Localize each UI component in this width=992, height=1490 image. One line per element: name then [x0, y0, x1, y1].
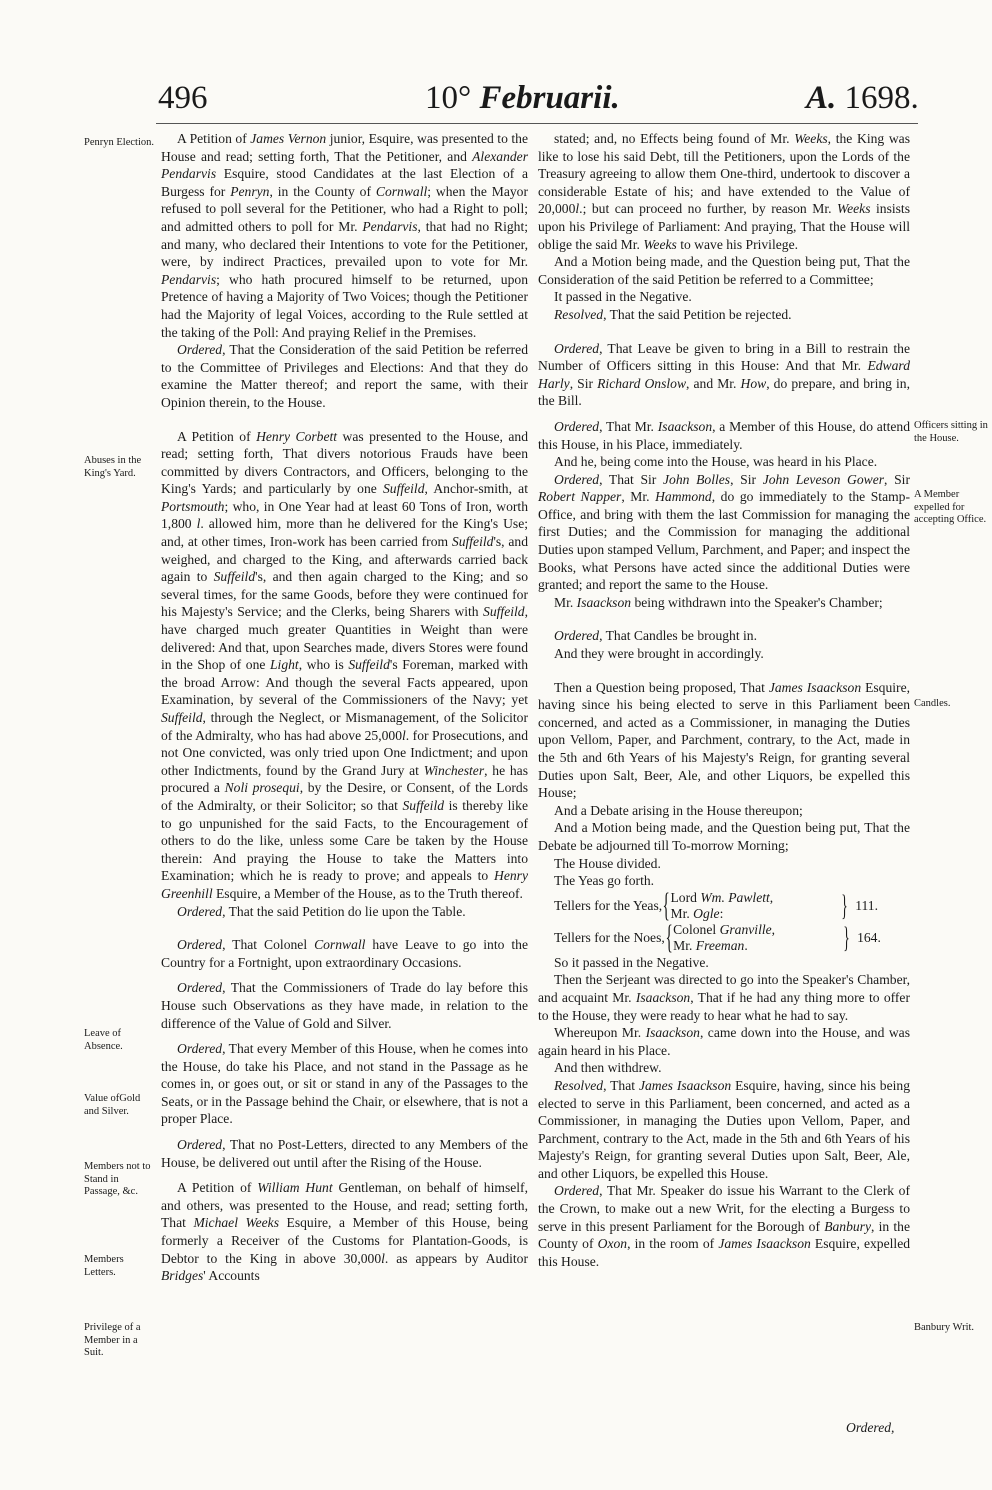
page-date: 10° Februarii.: [425, 80, 620, 116]
yeas-count: 111.: [855, 897, 878, 913]
paragraph: The Yeas go forth.: [554, 873, 655, 889]
page-number: 496: [158, 80, 208, 116]
paragraph: Ordered, That the said Petition do lie upon the Table.: [177, 903, 466, 919]
paragraph: And a Debate arising in the House thereupon;: [554, 802, 803, 818]
paragraph: It passed in the Negative.: [554, 289, 692, 305]
margin-note: Privilege of a Member in a Suit.: [84, 1322, 141, 1358]
paragraph: Ordered, That the Commissioners of Trade do lay before this House such Observations as they have made, in relation to the difference of the Value of Gold and Silver.: [161, 980, 528, 1031]
margin-note: Value ofGold and Silver.: [84, 1093, 141, 1117]
paragraph: So it passed in the Negative.: [554, 954, 709, 970]
catchword: Ordered,: [846, 1420, 895, 1435]
paragraph: Ordered, That the Consideration of the said Petition be referred to the Committee of Privileges and Elections: And that they do examine the Matter thereof; and report the same, with their Opinion therein, to the House.: [161, 342, 528, 410]
margin-note: Penryn Election.: [84, 137, 154, 148]
paragraph: Ordered, That Colonel Cornwall have Leave to go into the Country for a Fortnight, upon extraordinary Occasions.: [161, 937, 528, 970]
paragraph: And a Motion being made, and the Question being put, That the Debate be adjourned till To-morrow Morning;: [538, 820, 910, 853]
paragraph: Ordered, That every Member of this House, when he comes into the House, do take his Place, and not stand in the Passage as he comes in, or goes out, or sit or stand in any of the Passages to the Seats, or in the Passage behind the Chair, or elsewhere, that is not a proper Place.: [161, 1041, 528, 1127]
margin-note: Candles.: [914, 698, 951, 709]
margin-note: Leave of Absence.: [84, 1028, 123, 1052]
paragraph: Whereupon Mr. Isaackson, came down into the House, and was again heard in his Place.: [538, 1025, 910, 1058]
paragraph: A Petition of William Hunt Gentleman, on behalf of himself, and others, was presented to the House, and read; setting forth, That Michael Weeks Esquire, a Member of this House, being formerly a Receiver of the Customs for Plantation-Goods, is Debtor to the King in above 30,000l. as appears by Auditor Bridges' Accounts: [161, 1180, 529, 1284]
margin-note: Members not to Stand in Passage, &c.: [84, 1161, 151, 1197]
paragraph: And then withdrew.: [554, 1060, 662, 1076]
paragraph: Mr. Isaackson being withdrawn into the Speaker's Chamber;: [554, 594, 883, 610]
paragraph: Ordered, That Mr. Speaker do issue his Warrant to the Clerk of the Crown, to make out a new Writ, for the electing a Burgess to serve in this present Parliament for the Borough of Banbury, in the County of Oxon, in the room of James Isaackson Esquire, expelled this House.: [538, 1183, 911, 1269]
paragraph: And he, being come into the House, was heard in his Place.: [554, 454, 878, 470]
page-year: A. 1698.: [806, 80, 919, 116]
paragraph: And they were brought in accordingly.: [554, 646, 764, 662]
paragraph: Resolved, That the said Petition be rejected.: [554, 306, 792, 322]
margin-note: A Member expelled for accepting Office.: [914, 489, 987, 525]
paragraph: Ordered, That Mr. Isaackson, a Member of this House, do attend this House, in his Place, immediately.: [538, 418, 910, 452]
margin-note: Abuses in the King's Yard.: [84, 455, 142, 479]
column-right: [538, 130, 910, 1270]
paragraph: A Petition of James Vernon junior, Esquire, was presented to the House and read; setting forth, That the Petitioner, and Alexander Pendarvis Esquire, stood Candidates at the last Election of a Burgess for Penryn, in the County of Cornwall; when the Mayor refused to poll several for the Petitioner, who had a Right to poll; and admitted others to poll for Mr. Pendarvis, that had no Right; and many, who declared their Intentions to vote for the Petitioner, were, by indirect Practices, prevailed upon to vote for Mr. Pendarvis; who hath procured himself to be returned, upon Pretence of having a Majority of Two Voices; though the Petitioner had the Majority of legal Voices, according to the Rule settled at the taking of the Poll: And praying Relief in the Premises.: [161, 131, 529, 340]
column-left: [161, 130, 528, 1285]
tellers-noes: Tellers for the Noes, { Colonel Granville, Mr. Freeman. } 164.: [554, 918, 881, 956]
paragraph: A Petition of Henry Corbett was presented to the House, and read; setting forth, That divers notorious Frauds have been committed by divers Contractors, and Officers, belonging to the King's Yards; and particularly by one Suffeild, Anchor-smith, at Portsmouth; who, in One Year had at least 60 Tons of Iron, worth 1,800 l. allowed him, more than he delivered for the King's Use; and, at other times, Iron-work has been carried from Suffeild's, and weighed, and charged to the King, and afterwards carried back again to Suffeild's, and then again charged to the King; and so several times, for the same Goods, before they were continued for his Majesty's Service; and the Clerks, being Sharers with Suffeild, have charged much greater Quantities in Weight than were delivered: And that, upon Searches made, divers Stores were found in the Shop of one Light, who is Suffeild's Foreman, marked with the broad Arrow: And though the several Facts appeared, upon Examination, by several of the Commissioners of the Navy; yet Suffeild, through the Neglect, or Mismanagement, of the Solicitor of the Admiralty, who has had above 25,000l. for Prosecutions, and not One convicted, was only tried upon One Indictment; and upon other Indictments, found by the Grand Jury at Winchester, he has procured a Noli prosequi, by the Desire, or Consent, of the Lords of the Admiralty, or their Solicitor; so that Suffeild is thereby like to go unpunished for the said Facts, to the Encouragement of others to do the like, unless some Care be taken by the House therein: And praying the House to take the Matters into Examination; which he is ready to prove; and appeals to Henry Greenhill Esquire, a Member of the House, as to the Truth thereof.: [161, 428, 529, 901]
paragraph: Ordered, That Leave be given to bring in a Bill to restrain the Number of Officers sitting in this House: And that Mr. Edward Harly, Sir Richard Onslow, and Mr. How, do prepare, and bring in, the Bill.: [538, 340, 910, 409]
paragraph: Then a Question being proposed, That James Isaackson Esquire, having since his being elected to serve in this Parliament been concerned, and acted as a Commissioner, in managing the Duties upon Vellom, Paper, and Parchment, contrary, to the Act, made in the 5th and 6th Years of his Majesty's Reign, for granting several Duties upon Salt, Beer, Ale, and other Liquors, be expelled this House;: [538, 679, 910, 801]
paragraph: Resolved, That James Isaackson Esquire, having, since his being elected to serve in this Parliament, been concerned, and acted as a Commissioner, in managing the Duties upon Vellom, Paper, and Parchment, contrary to the Act, made in the 5th and 6th Years of his Majesty's Reign, for granting several Duties upon Salt, Beer, Ale, and other Liquors, be expelled this House.: [538, 1077, 910, 1181]
paragraph: The House divided.: [554, 855, 661, 871]
margin-note: Banbury Writ.: [914, 1322, 975, 1333]
header-rule: [156, 123, 918, 124]
margin-note: Officers sitting in the House.: [914, 420, 988, 444]
noes-count: 164.: [857, 929, 881, 945]
paragraph: Then the Serjeant was directed to go into the Speaker's Chamber, and acquaint Mr. Isaackson, That if he had any thing more to offer to the House, they were ready to hear what he had to say.: [538, 972, 910, 1023]
paragraph: And a Motion being made, and the Question being put, That the Consideration of the said Petition be referred to a Committee;: [538, 254, 910, 287]
paragraph: Ordered, That Sir John Bolles, Sir John Leveson Gower, Sir Robert Napper, Mr. Hammond, do go immediately to the Stamp-Office, and bring with them the last Commission for managing the first Duties; and the Commission for managing the additional Duties upon stamped Vellum, Parchment, and Paper; and inspect the Books, what Persons have acted since the additional Duties were granted; and report the same to the House.: [538, 471, 910, 593]
tellers-yeas: Tellers for the Yeas, { Lord Wm. Pawlett, Mr. Ogle: } 111.: [554, 886, 878, 924]
margin-note: Members Letters.: [84, 1254, 124, 1278]
paragraph: Ordered, That Candles be brought in.: [554, 628, 758, 644]
paragraph: Ordered, That no Post-Letters, directed to any Members of the House, be delivered out until after the Rising of the House.: [161, 1137, 528, 1170]
paragraph: stated; and, no Effects being found of Mr. Weeks, the King was like to lose his said Debt, till the Petitioners, upon the Lords of the Treasury agreeing to allow them One-third, undertook to discover a considerable Estate of his; and have extended to the Value of 20,000l.; but can proceed no further, by reason Mr. Weeks insists upon his Privilege of Parliament: And praying, That the House will oblige the said Mr. Weeks to wave his Privilege.: [538, 131, 910, 252]
